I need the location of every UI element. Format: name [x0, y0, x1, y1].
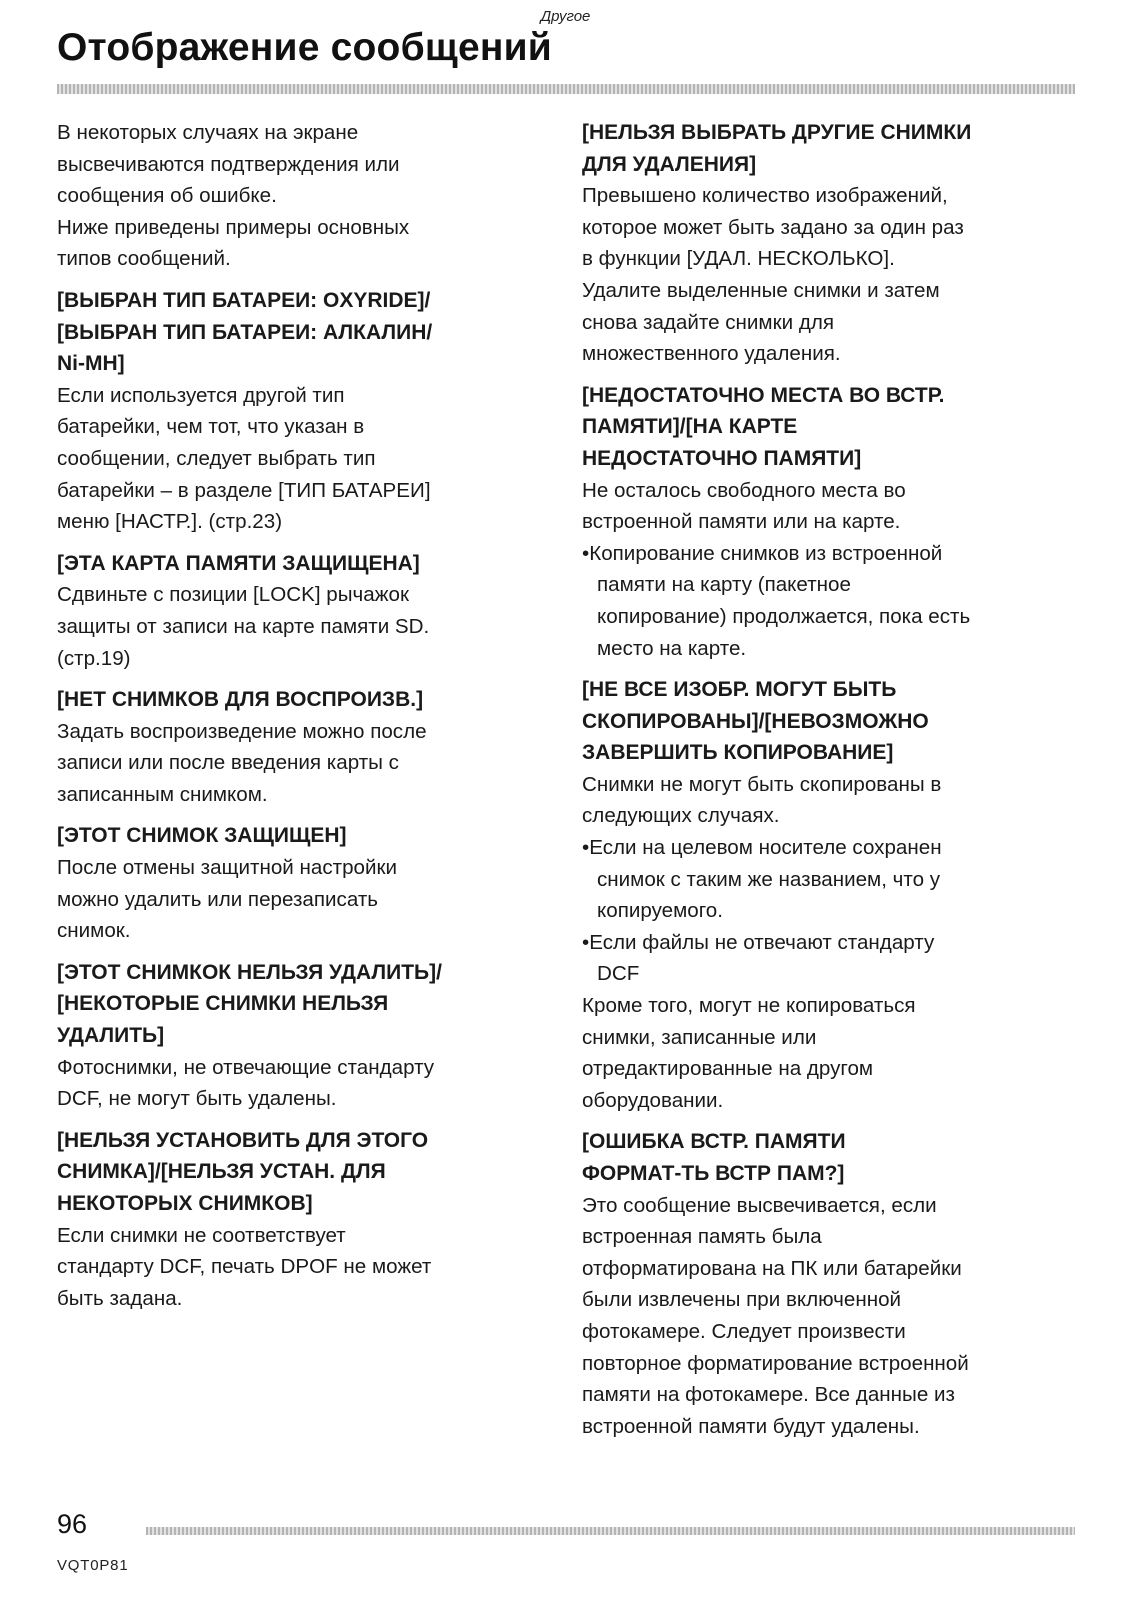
message-description: Если снимки не соответствует стандарту DCF, печать DPOF не может быть задана. [57, 1223, 432, 1310]
page-title: Отображение сообщений [57, 26, 552, 69]
message-description: Фотоснимки, не отвечающие стандарту DCF, не могут быть удалены. [57, 1055, 435, 1111]
message-description: Превышено количество изображений, которое может быть задано за один раз в функции [УДАЛ. НЕСКОЛЬКО]. [582, 184, 964, 271]
message-description: После отмены защитной настройки можно удалить или перезаписать снимок. [57, 856, 397, 943]
bullet-item: •Если на целевом носителе сохранен снимок с таким же названием, что у копируемого. [582, 836, 942, 923]
page-number: 96 [57, 1509, 88, 1539]
message-heading-no-images: [НЕТ СНИМКОВ ДЛЯ ВОСПРОИЗВ.] [57, 688, 424, 712]
message-description: Не осталось свободного места во встроенной памяти или на карте. [582, 478, 906, 534]
message-description: Задать воспроизведение можно после записи или после введения карты с записанным снимком. [57, 719, 427, 806]
title-divider [57, 84, 1075, 94]
message-heading-memory-full: [НЕДОСТАТОЧНО МЕСТА ВО ВСТР. ПАМЯТИ]/[НА КАРТЕ НЕДОСТАТОЧНО ПАМЯТИ] [582, 383, 945, 470]
footer-divider [146, 1527, 1075, 1535]
bullet-item: •Копирование снимков из встроенной памяти на карту (пакетное копирование) продолжается, пока есть место на карте. [582, 541, 971, 660]
message-description: Если используется другой тип батарейки, чем тот, что указан в сообщении, следует выбрать тип батарейки – в разделе [ТИП БАТАРЕИ] меню [НАСТР.]. (стр.23) [57, 383, 431, 534]
message-description: Это сообщение высвечивается, если встроенная память была отформатирована на ПК или батарейки были извлечены при включенной фотокамере. Следует произвести повторное форматирование встроенной памяти на фотокамере. Все данные из встроенной памяти будут удалены. [582, 1193, 969, 1438]
message-heading-battery-type: [ВЫБРАН ТИП БАТАРЕИ: OXYRIDE]/ [ВЫБРАН ТИП БАТАРЕИ: АЛКАЛИН/ Ni-MH] [57, 288, 433, 376]
document-code: VQT0P81 [57, 1557, 129, 1574]
message-description: Сдвиньте с позиции [LOCK] рычажок защиты от записи на карте памяти SD. (стр.19) [57, 583, 430, 670]
message-description: Удалите выделенные снимки и затем снова задайте снимки для множественного удаления. [582, 278, 940, 366]
message-heading-image-protected: [ЭТОТ СНИМОК ЗАЩИЩЕН] [57, 824, 347, 848]
left-column [57, 117, 545, 1314]
section-label: Другое [540, 8, 591, 25]
message-heading-cannot-set: [НЕЛЬЗЯ УСТАНОВИТЬ ДЛЯ ЭТОГО СНИМКА]/[НЕЛЬЗЯ УСТАН. ДЛЯ НЕКОТОРЫХ СНИМКОВ] [57, 1128, 429, 1215]
message-description: Кроме того, могут не копироваться снимки, записанные или отредактированные на другом оборудовании. [582, 994, 916, 1112]
message-heading-cannot-select-more: [НЕЛЬЗЯ ВЫБРАТЬ ДРУГИЕ СНИМКИ ДЛЯ УДАЛЕНИЯ] [582, 121, 972, 176]
intro-paragraph: В некоторых случаях на экране высвечиваются подтверждения или сообщения об ошибке. [57, 121, 400, 208]
message-heading-cannot-delete: [ЭТОТ СНИМКОК НЕЛЬЗЯ УДАЛИТЬ]/ [НЕКОТОРЫЕ СНИМКИ НЕЛЬЗЯ УДАЛИТЬ] [57, 960, 442, 1048]
intro-paragraph: Ниже приведены примеры основных типов сообщений. [57, 215, 410, 271]
message-description: Снимки не могут быть скопированы в следующих случаях. [582, 772, 942, 828]
message-heading-card-protected: [ЭТА КАРТА ПАМЯТИ ЗАЩИЩЕНА] [57, 551, 420, 575]
message-heading-copy-incomplete: [НЕ ВСЕ ИЗОБР. МОГУТ БЫТЬ СКОПИРОВАНЫ]/[НЕВОЗМОЖНО ЗАВЕРШИТЬ КОПИРОВАНИЕ] [582, 678, 929, 765]
right-column [582, 117, 1077, 1442]
bullet-item: •Если файлы не отвечают стандарту DCF [582, 930, 935, 986]
message-heading-memory-error: [ОШИБКА ВСТР. ПАМЯТИ ФОРМАТ-ТЬ ВСТР ПАМ?] [582, 1130, 846, 1185]
